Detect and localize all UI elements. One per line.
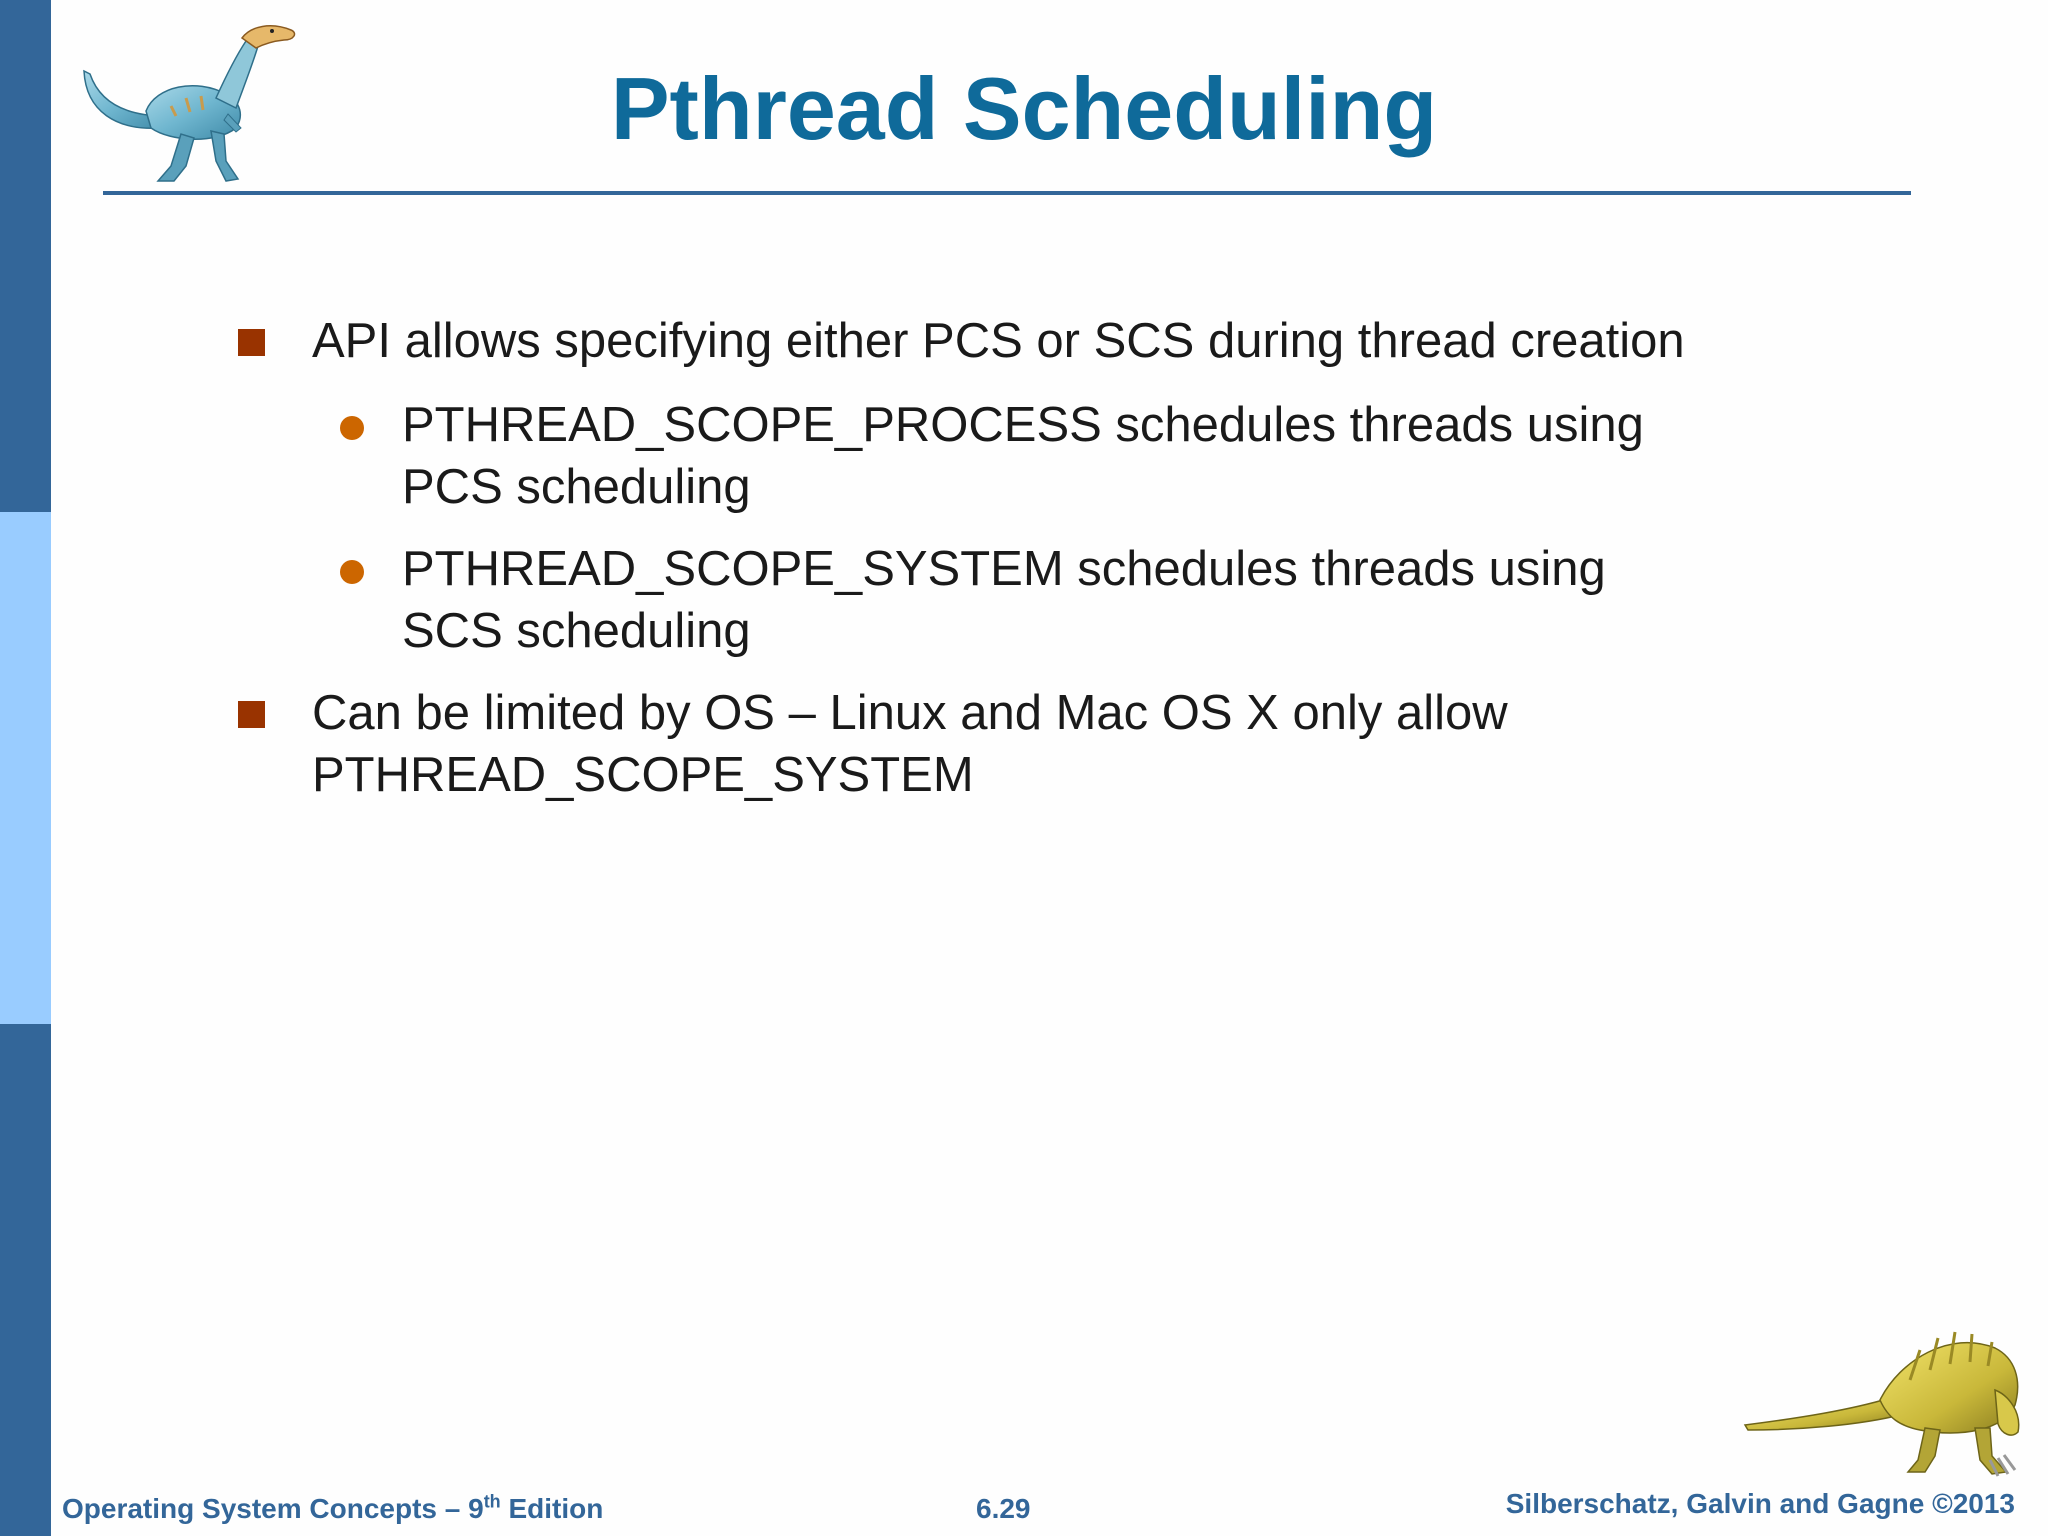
- title-divider: [103, 191, 1911, 195]
- bullet-item: API allows specifying either PCS or SCS during thread creation: [312, 314, 1685, 368]
- sidebar-dark-bottom: [0, 1024, 51, 1536]
- slide-title: Pthread Scheduling: [610, 59, 1438, 158]
- round-bullet-icon: [340, 560, 364, 584]
- sub-bullet-line: PTHREAD_SCOPE_PROCESS schedules threads using: [402, 398, 1644, 452]
- sub-bullet-line: SCS scheduling: [402, 604, 751, 658]
- footer-book-title-suffix: Edition: [500, 1493, 604, 1524]
- sub-bullet-item: [402, 394, 1752, 518]
- bullet-line: Can be limited by OS – Linux and Mac OS X only allow: [312, 686, 1508, 740]
- sub-bullet-line: PTHREAD_SCOPE_SYSTEM schedules threads using: [402, 542, 1606, 596]
- sub-bullet-line: PCS scheduling: [402, 460, 751, 514]
- footer-book-title-prefix: Operating System Concepts – 9: [62, 1493, 484, 1524]
- footer-authors: Silberschatz, Galvin and Gagne ©2013: [1505, 1488, 2015, 1519]
- square-bullet-icon: [238, 701, 265, 728]
- sidebar-light-middle: [0, 512, 51, 1024]
- dinosaur-bottom-icon: [1740, 1320, 2030, 1480]
- footer-book-title-sup: th: [483, 1491, 501, 1512]
- sub-bullet-item: [402, 538, 1752, 662]
- bullet-item: [312, 682, 1872, 806]
- round-bullet-icon: [340, 416, 364, 440]
- bullet-line: PTHREAD_SCOPE_SYSTEM: [312, 748, 974, 802]
- square-bullet-icon: [238, 329, 265, 356]
- footer-book-title: [62, 1493, 603, 1525]
- slide-number: 6.29: [976, 1493, 1031, 1524]
